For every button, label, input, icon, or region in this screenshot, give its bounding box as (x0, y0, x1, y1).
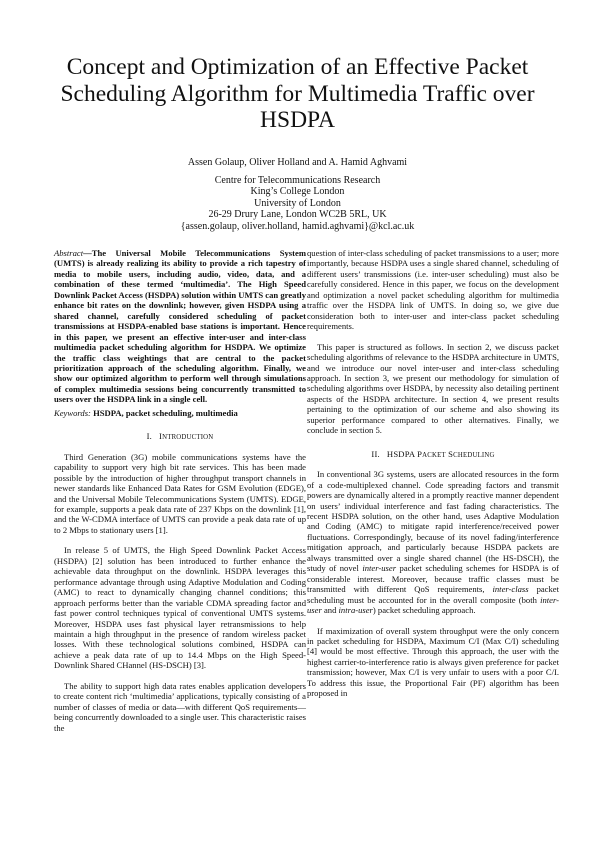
body-paragraph: In conventional 3G systems, users are allocated resources in the form of a code-multiplexed channel. Code spreading factors and transmit powers are dynamically altered in a promptly reactive manner dependent on users’ individual interference and fast fading characteristics. The recent HSDPA solution, on the other hand, uses Adaptive Modulation and Coding (AMC) to mitigate rapid interference/received power fluctuations. Correspondingly, because of its novel fading/interference mitigation approach, and particularly because HSDPA packets are always transmitted over a single shared channel (the HS-DSCH), the study of novel inter-user packet scheduling schemes for HSDPA is of considerable interest. Moreover, because traffic classes must be transmitted with different QoS requirements, inter-class packet scheduling must be accounted for in the overall composite (both inter-user and intra-user) packet scheduling approach. (307, 469, 559, 616)
author-email: {assen.golaup, oliver.holland, hamid.aghvami}@kcl.ac.uk (180, 220, 415, 232)
keywords (54, 408, 306, 418)
body-paragraph: If maximization of overall system throughput were the only concern in packet scheduling for HSDPA, Maximum C/I (Max C/I) scheduling [4] would be most effective. Through this approach, the user with the highest carrier-to-interference ratio is always given preference for packet transmission; however, Max C/I is very unfair to users with a poor C/I. To address this issue, the Proportional Fair (PF) algorithm has been proposed in (307, 625, 559, 699)
abstract (54, 248, 306, 405)
abstract-text: —The Universal Mobile Telecommunications System (UMTS) is already realizing its ability to provide a rich tapestry of media to mobile users, including audio, video, data, and a combination of these termed ‘multimedia’. The High Speed Downlink Packet Access (HSDPA) solution within UMTS can greatly enhance bit rates on the downlink; however, given HSDPA using a shared channel, carefully considered scheduling of packet transmissions at HSDPA-enabled base stations is important. Hence in this paper, we present an effective inter-user and inter-class multimedia packet scheduling algorithm for HSDPA. We optimize the traffic class weightings that are central to the packet prioritization approach of the scheduling algorithm. Finally, we show our optimized algorithm to perform well through simulations of complex multimedia sessions being concurrently transmitted to users over the HSDPA link in a single cell. (54, 248, 306, 405)
body-paragraph: In release 5 of UMTS, the High Speed Downlink Packet Access (HSDPA) [2] solution has been introduced to further enhance the achievable data throughput on the downlink. HSDPA leverages this performance advantage through using Adaptive Modulation and Coding (AMC) to react to dynamically changing channel conditions; this approach performs better than the variable CDMA spreading factor and fast power control techniques typical of conventional UMTS systems. Moreover, HSDPA uses fast physical layer retransmissions to help maintain a high throughput in the presence of random wireless packet losses. With these technological solutions combined, HSDPA can achieve a peak data rate of up to 14.4 Mbps on the High Speed-Downlink Shared CHannel (HS-DSCH) [3]. (54, 545, 306, 671)
keywords-text: HSDPA, packet scheduling, multimedia (90, 407, 238, 418)
affiliation-line: King’s College London (250, 186, 345, 197)
keywords-lead: Keywords: (54, 407, 91, 418)
body-paragraph: This paper is structured as follows. In section 2, we discuss packet scheduling algorithms of relevance to the HSDPA architecture in UMTS, and we introduce our novel inter-user and inter-class scheduling approach. In section 3, we present our methodology for simulation of scheduling algorithms over HSDPA, by necessity also detailing pertinent aspects of the HSDPA architecture. In section 4, we present results pertaining to the optimization of our scheme and also showing its superior performance compared to other alternatives. Finally, we conclude in section 5. (307, 341, 559, 436)
body-paragraph-continued: question of inter-class scheduling of packet transmissions to a user; more importantly, because HSDPA uses a single shared channel, scheduling of different users’ transmissions (i.e. inter-user scheduling) must also be carefully considered. Hence in this paper, we focus on the development and optimization a novel packet scheduling algorithm for multimedia traffic over the HSDPA link of UMTS. In doing so, we give due consideration both to inter-user and inter-class packet scheduling requirements. (307, 248, 559, 332)
body-paragraph: The ability to support high data rates enables application developers to create content rich ‘multimedia’ applications, typically consisting of a number of classes of media or data—with different QoS requirements—being concurrently downloaded to a single user. This characteristic raises the (54, 680, 306, 733)
section-heading-introduction: I. INTRODUCTION (146, 431, 214, 442)
affiliation-line: University of London (254, 197, 341, 209)
section-heading-hsdpa-packet-scheduling: II. HSDPA PACKET SCHEDULING (371, 448, 495, 459)
author-names: Assen Golaup, Oliver Holland and A. Hamid Aghvami (187, 157, 408, 168)
author-address: 26-29 Drury Lane, London WC2B 5RL, UK (208, 209, 387, 220)
body-paragraph: Third Generation (3G) mobile communications systems have the capability to support very high bit rate services. This has been made possible by the introduction of higher throughput transport channels in newer standards like Enhanced Data Rates for GSM Evolution (EDGE), and the Universal Mobile Telecommunications System (UMTS). EDGE, for example, supports a peak data rate of 237 Kbps on the downlink [1], and the W-CDMA interface of UMTS can provide a peak data rate of up to 2 Mbps to stationary users [1]. (54, 451, 306, 535)
paper-title: Concept and Optimization of an Effective Packet Scheduling Algorithm for Multimedia Traffic over HSDPA (60, 54, 535, 133)
affiliation-line: Centre for Telecommunications Research (214, 174, 381, 186)
author-block (40, 157, 555, 232)
left-column (54, 248, 306, 733)
abstract-lead: Abstract (54, 248, 84, 258)
right-column (307, 248, 559, 699)
